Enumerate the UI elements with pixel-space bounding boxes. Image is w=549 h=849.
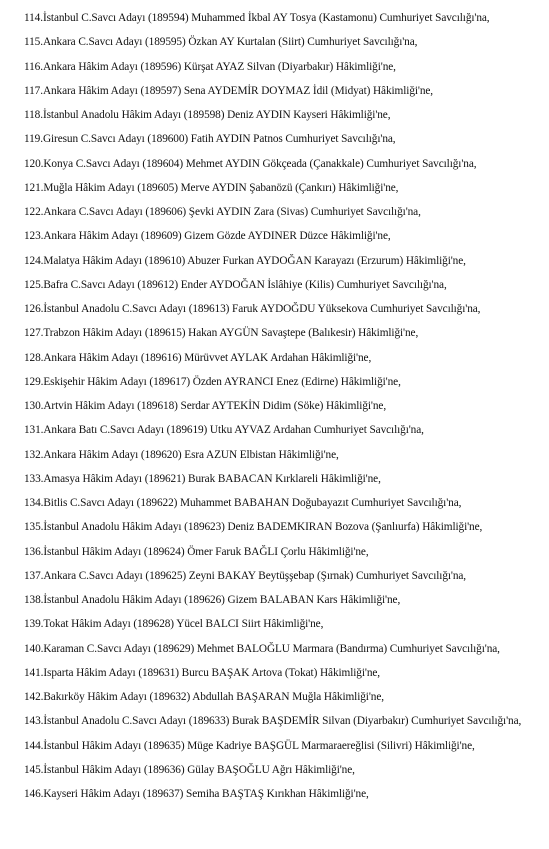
list-item-number: 143.	[24, 715, 44, 728]
list-item-number: 140.	[24, 642, 44, 655]
list-item-text: Tokat Hâkim Adayı (189628) Yücel BALCI Siirt Hâkimliği'ne,	[43, 618, 324, 631]
list-item	[24, 156, 544, 172]
list-item	[24, 350, 544, 366]
list-item-text: Bakırköy Hâkim Adayı (189632) Abdullah BAŞARAN Muğla Hâkimliği'ne,	[43, 691, 384, 703]
list-item-text: Karaman C.Savcı Adayı (189629) Mehmet BALOĞLU Marmara (Bandırma) Cumhuriyet Savcılığı'na,	[43, 642, 500, 655]
list-item	[24, 131, 544, 147]
list-item-number: 136.	[24, 545, 44, 558]
list-item	[24, 568, 544, 584]
list-item-number: 122.	[24, 206, 44, 218]
list-item	[24, 447, 544, 463]
list-item-number: 132.	[24, 448, 44, 461]
list-item-text: Ankara Hâkim Adayı (189596) Kürşat AYAZ Silvan (Diyarbakır) Hâkimliği'ne,	[42, 60, 396, 73]
list-item-text: İstanbul Hâkim Adayı (189624) Ömer Faruk BAĞLI Çorlu Hâkimliği'ne,	[43, 545, 369, 558]
list-item-number: 145.	[24, 763, 44, 776]
list-item	[24, 616, 544, 632]
list-item-text: Kayseri Hâkim Adayı (189637) Semiha BAŞTAŞ Kırıkhan Hâkimliği'ne,	[43, 788, 369, 800]
list-item-text: Ankara C.Savcı Adayı (189625) Zeyni BAKAY Beytüşşebap (Şırnak) Cumhuriyet Savcılığı'na,	[43, 569, 467, 582]
list-item-text: Ankara Hâkim Adayı (189616) Mürüvvet AYLAK Ardahan Hâkimliği'ne,	[43, 351, 372, 364]
list-item	[24, 471, 544, 487]
list-item	[24, 34, 544, 50]
list-item	[24, 228, 544, 244]
list-item-text: Konya C.Savcı Adayı (189604) Mehmet AYDIN Gökçeada (Çanakkale) Cumhuriyet Savcılığı'na,	[43, 157, 477, 170]
list-item-text: Bitlis C.Savcı Adayı (189622) Muhammet BABAHAN Doğubayazıt Cumhuriyet Savcılığı'na,	[43, 497, 462, 509]
list-item	[24, 59, 544, 75]
list-item-text: Ankara Batı C.Savcı Adayı (189619) Utku AYVAZ Ardahan Cumhuriyet Savcılığı'na,	[43, 424, 424, 437]
list-item-text: Malatya Hâkim Adayı (189610) Abuzer Furkan AYDOĞAN Karayazı (Erzurum) Hâkimliği'ne,	[43, 254, 466, 267]
list-item	[24, 786, 544, 802]
list-item	[24, 689, 544, 705]
list-item-text: İstanbul C.Savcı Adayı (189594) Muhammed İkbal AY Tosya (Kastamonu) Cumhuriyet Savcılığı'na,	[42, 12, 490, 24]
list-item	[24, 738, 544, 754]
list-item-text: İstanbul Hâkim Adayı (189635) Müge Kadriye BAŞGÜL Marmaraereğlisi (Silivri) Hâkimliği'ne,	[43, 739, 475, 752]
list-item-number: 137.	[24, 569, 44, 582]
list-item-text: Ankara Hâkim Adayı (189597) Sena AYDEMİR DOYMAZ İdil (Midyat) Hâkimliği'ne,	[42, 84, 434, 97]
list-item	[24, 83, 544, 99]
list-item	[24, 592, 544, 608]
list-item-text: İstanbul Anadolu Hâkim Adayı (189598) Deniz AYDIN Kayseri Hâkimliği'ne,	[42, 109, 391, 121]
list-item-number: 124.	[24, 254, 44, 267]
list-item-text: Giresun C.Savcı Adayı (189600) Fatih AYDIN Patnos Cumhuriyet Savcılığı'na,	[42, 133, 396, 146]
list-item	[24, 204, 544, 220]
list-item-text: Bafra C.Savcı Adayı (189612) Ender AYDOĞAN İslâhiye (Kilis) Cumhuriyet Savcılığı'na,	[43, 278, 447, 291]
list-item-number: 117.	[24, 84, 43, 97]
list-item-text: Muğla Hâkim Adayı (189605) Merve AYDIN Şabanözü (Çankırı) Hâkimliği'ne,	[43, 181, 399, 194]
list-item-number: 134.	[24, 497, 44, 509]
list-item-text: Amasya Hâkim Adayı (189621) Burak BABACAN Kırklareli Hâkimliği'ne,	[43, 472, 381, 485]
list-item-number: 116.	[24, 60, 43, 73]
list-item	[24, 641, 544, 657]
list-item-text: İstanbul Hâkim Adayı (189636) Gülay BAŞOĞLU Ağrı Hâkimliği'ne,	[43, 763, 355, 776]
appointment-list	[24, 10, 544, 810]
list-item	[24, 374, 544, 390]
list-item	[24, 495, 544, 511]
list-item-number: 120.	[24, 157, 44, 170]
list-item-number: 118.	[24, 109, 43, 121]
list-item	[24, 544, 544, 560]
list-item-number: 127.	[24, 327, 44, 340]
list-item-text: İstanbul Anadolu Hâkim Adayı (189623) Deniz BADEMKIRAN Bozova (Şanlıurfa) Hâkimliği'ne,	[43, 521, 483, 534]
list-item-text: İstanbul Anadolu C.Savcı Adayı (189633) Burak BAŞDEMİR Silvan (Diyarbakır) Cumhuriyet Savcılığı'na,	[43, 715, 522, 728]
list-item-number: 128.	[24, 351, 44, 364]
list-item	[24, 253, 544, 269]
list-item-number: 146.	[24, 788, 44, 800]
list-item-number: 123.	[24, 230, 44, 243]
list-item-number: 129.	[24, 375, 44, 388]
list-item-text: Ankara Hâkim Adayı (189609) Gizem Gözde AYDINER Düzce Hâkimliği'ne,	[43, 230, 391, 243]
list-item	[24, 301, 544, 317]
list-item	[24, 713, 544, 729]
list-item	[24, 10, 544, 26]
list-item-text: Ankara C.Savcı Adayı (189606) Şevki AYDIN Zara (Sivas) Cumhuriyet Savcılığı'na,	[43, 206, 421, 218]
list-item-number: 139.	[24, 618, 44, 631]
list-item	[24, 277, 544, 293]
list-item	[24, 665, 544, 681]
list-item-number: 130.	[24, 400, 44, 412]
list-item-number: 126.	[24, 303, 44, 315]
list-item-text: Artvin Hâkim Adayı (189618) Serdar AYTEKİN Didim (Söke) Hâkimliği'ne,	[43, 400, 387, 412]
list-item-number: 138.	[24, 594, 44, 606]
list-item-number: 114.	[24, 12, 43, 24]
list-item-number: 133.	[24, 472, 44, 485]
list-item	[24, 325, 544, 341]
list-item	[24, 762, 544, 778]
list-item-text: Eskişehir Hâkim Adayı (189617) Özden AYRANCI Enez (Edirne) Hâkimliği'ne,	[43, 375, 401, 388]
list-item-number: 115.	[24, 36, 43, 49]
list-item	[24, 107, 544, 123]
list-item-number: 142.	[24, 691, 44, 703]
list-item	[24, 519, 544, 535]
list-item-number: 131.	[24, 424, 44, 437]
list-item	[24, 422, 544, 438]
list-item	[24, 180, 544, 196]
list-item-number: 144.	[24, 739, 44, 752]
list-item-number: 141.	[24, 666, 44, 679]
list-item-text: İstanbul Anadolu C.Savcı Adayı (189613) Faruk AYDOĞDU Yüksekova Cumhuriyet Savcılığı'na,	[43, 303, 481, 315]
list-item-text: Ankara C.Savcı Adayı (189595) Özkan AY Kurtalan (Siirt) Cumhuriyet Savcılığı'na,	[42, 36, 418, 49]
list-item-number: 119.	[24, 133, 43, 146]
list-item	[24, 398, 544, 414]
list-item-text: İstanbul Anadolu Hâkim Adayı (189626) Gizem BALABAN Kars Hâkimliği'ne,	[43, 594, 401, 606]
list-item-text: Isparta Hâkim Adayı (189631) Burcu BAŞAK Artova (Tokat) Hâkimliği'ne,	[43, 666, 381, 679]
list-item-number: 135.	[24, 521, 44, 534]
list-item-number: 121.	[24, 181, 44, 194]
list-item-number: 125.	[24, 278, 44, 291]
list-item-text: Ankara Hâkim Adayı (189620) Esra AZUN Elbistan Hâkimliği'ne,	[43, 448, 339, 461]
list-item-text: Trabzon Hâkim Adayı (189615) Hakan AYGÜN Savaştepe (Balıkesir) Hâkimliği'ne,	[43, 327, 419, 340]
